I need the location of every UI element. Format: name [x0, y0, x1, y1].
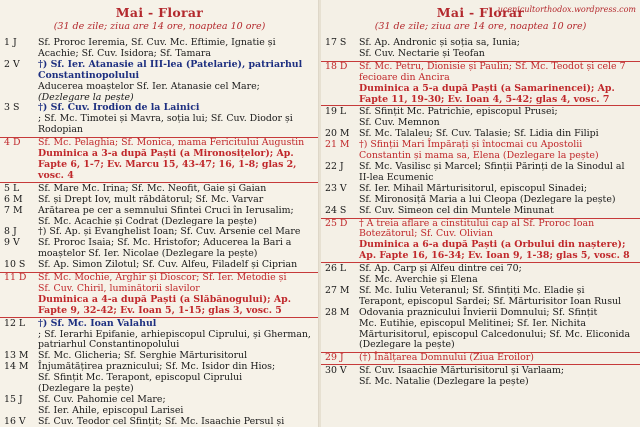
entry-text: Sf. Ap. Carp și Alfeu dintre cei 70; — [359, 263, 522, 275]
entry-text: II-lea Ecumenic — [359, 171, 434, 183]
entry-text: (Dezlegare la pește) — [359, 339, 455, 351]
entry-text: Duminica a 3-a după Paști (a Mironosițelor); Ap. Fapte 6, 1-7; Ev. Marcu 15, 43-47; 16, 1-8; glas 2, vosc. 4 — [38, 148, 297, 181]
entry-text: Sf. Proroc Ieremia, Sf. Cuv. Mc. Eftimie, Ignatie și — [38, 37, 276, 48]
day-entries — [359, 366, 637, 388]
entry-text: Sf. Cuv. Nectarie și Teofan — [359, 47, 485, 59]
day-entries — [38, 195, 316, 206]
calendar-row — [321, 206, 640, 217]
entry-text: Sf. Sfințit Mc. Patrichie, episcopul Prusei; — [359, 106, 558, 118]
entry-text: Duminica a 5-a după Paști (a Samarinencei); Ap. Fapte 11, 19-30; Ev. Ioan 4, 5-42; glas 4, vosc. 7 — [359, 82, 615, 105]
entry-text: Sf. Cuv. Pahomie cel Mare; — [38, 394, 166, 405]
day-entries — [38, 38, 316, 60]
calendar-row — [0, 137, 319, 183]
page-title: Mai - Florar — [115, 5, 204, 20]
entry-text: Sf. Proroc Isaia; Sf. Mc. Hristofor; Aducerea la Bari a — [38, 237, 292, 249]
day-label: 1 J — [4, 37, 17, 48]
day-label: 21 M — [325, 139, 350, 151]
day-label: 7 M — [4, 204, 23, 216]
calendar-row — [0, 195, 319, 206]
day-label: 29 J — [325, 352, 344, 364]
entry-text: Sf. Mc. Iuliu Veteranul; Sf. Sfințiți Mc. Eladie și — [359, 284, 585, 296]
entry-text: Sf. Cuv. Memnon — [359, 117, 440, 129]
entry-text: †) Sf. Ap. și Evanghelist Ioan; Sf. Cuv. Arsenie cel Mare — [38, 226, 301, 238]
entry-text: fecioare din Ancira — [359, 71, 450, 83]
entry-text: Sf. Mironosiță Maria a lui Cleopa (Dezlegare la pește) — [359, 193, 616, 205]
day-label: 17 S — [325, 37, 347, 48]
calendar-row — [321, 218, 640, 264]
entry-text: Sf. Ap. Simon Zilotul; Sf. Cuv. Alfeu, Filadelf și Ciprian — [38, 259, 298, 271]
day-label: 28 M — [325, 306, 350, 318]
calendar-row — [0, 206, 319, 228]
entry-text: †) Sf. Ier. Atanasie al III-lea (Patelarie), patriarhul Constantinopolului — [38, 58, 303, 81]
day-entries — [359, 308, 637, 352]
entry-text: Mărturisitorul, episcopul Calcedonului; Sf. Mc. Eliconida — [359, 328, 631, 340]
entry-text: Înjumătățirea praznicului; Sf. Mc. Isidor din Hios; — [38, 361, 276, 373]
day-label: 5 L — [4, 182, 20, 194]
entry-text: Sf. Mc. Natalie (Dezlegare la pește) — [359, 376, 529, 388]
day-entries — [359, 206, 637, 217]
entry-text: Sf. Mc. Petru, Dionisie și Paulin; Sf. Mc. Teodot și cele 7 — [359, 60, 626, 72]
day-entries — [38, 362, 316, 395]
calendar-row — [321, 61, 640, 107]
entry-text: Sf. Cuv. Simeon cel din Muntele Minunat — [359, 204, 554, 216]
day-label: 24 S — [325, 204, 347, 216]
day-entries — [38, 260, 316, 271]
entry-text: Sf. Ap. Andronic și soția sa, Iunia; — [359, 37, 520, 48]
watermark: ucenicultorthodox.wordpress.com — [497, 5, 636, 14]
entry-text: † A treia aflare a cinstitului cap al Sf. Proroc Ioan — [359, 217, 595, 229]
day-label: 16 V — [4, 415, 26, 427]
entry-text: Sf. Cuv. Chiril, luminătorii slavilor — [38, 282, 200, 294]
entry-text: Sf. Cuv. Teodor cel Sfințit; Sf. Mc. Isaachie Persul și — [38, 415, 285, 427]
entry-text: Arătarea pe cer a semnului Sfintei Cruci în Ierusalim; — [38, 204, 294, 216]
day-label: 20 M — [325, 128, 350, 140]
page-title: Mai - Florar — [436, 5, 525, 20]
day-entries — [359, 140, 637, 162]
calendar-row — [321, 308, 640, 352]
entry-text: Sf. Mc. Vasilisc și Marcel; Sfinții Părinți de la Sinodul al — [359, 160, 625, 172]
entry-text: Sf. Ier. Mihail Mărturisitorul, episcopul Sinadei; — [359, 182, 588, 194]
day-label: 26 L — [325, 263, 347, 275]
day-label: 15 J — [4, 394, 23, 405]
entry-text: Sf. Mc. Pelaghia; Sf. Monica, mama Fericitului Augustin — [38, 137, 305, 149]
entry-text: Odovania praznicului Învierii Domnului; Sf. Sfințit — [359, 306, 598, 318]
day-entries — [359, 353, 637, 364]
day-label: 4 D — [4, 137, 21, 149]
entry-text: (Dezlegare la pește) — [38, 91, 134, 103]
day-entries — [38, 319, 316, 352]
calendar-row — [0, 60, 319, 104]
day-label: 9 V — [4, 237, 20, 249]
entry-text: Sf. Cuv. Isaachie Mărturisitorul și Varlaam; — [359, 365, 565, 377]
calendar-row — [0, 417, 319, 427]
entry-text: (Dezlegare la pește) — [38, 383, 134, 395]
calendar-row — [321, 140, 640, 162]
day-label: 10 S — [4, 259, 26, 271]
entry-text: Sf. Mc. Mochie, Arghir și Dioscor; Sf. Ier. Metodie și — [38, 272, 287, 284]
day-entries — [38, 273, 316, 317]
entry-text: Terapont, episcopul Sardei; Sf. Mărturisitor Ioan Rusul — [359, 295, 622, 307]
day-entries — [359, 219, 637, 263]
entry-text: Sf. Mc. Acachie și Codrat (Dezlegare la pește) — [38, 215, 257, 227]
entry-text: Constantin și mama sa, Elena (Dezlegare la pește) — [359, 150, 599, 162]
calendar-row — [321, 107, 640, 129]
entry-text: Botezătorul; Sf. Cuv. Olivian — [359, 228, 493, 240]
day-entries — [38, 138, 316, 182]
entry-text: ; Sf. Ierarhi Epifanie, arhiepiscopul Ciprului, și Gherman, patriarhul Constantinopolului — [38, 328, 311, 351]
day-label: 6 M — [4, 193, 23, 205]
day-label: 18 D — [325, 60, 348, 72]
page-subtitle: (31 de zile; ziua are 14 ore, noaptea 10 ore) — [374, 21, 587, 32]
calendar-row — [321, 366, 640, 388]
day-label: 25 D — [325, 217, 348, 229]
entry-text: Sf. Mare Mc. Irina; Sf. Mc. Neofit, Gaie și Gaian — [38, 182, 267, 194]
day-entries — [38, 60, 316, 104]
day-entries — [359, 184, 637, 206]
day-entries — [359, 264, 637, 286]
day-entries — [38, 417, 316, 427]
entry-text: Sf. Ier. Ahile, episcopul Larisei — [38, 404, 184, 416]
day-entries — [359, 107, 637, 129]
right-page — [321, 0, 640, 427]
entry-text: (†) Înălțarea Domnului (Ziua Eroilor) — [359, 352, 534, 364]
entry-text: †) Sf. Mc. Ioan Valahul — [38, 317, 157, 329]
day-label: 12 L — [4, 317, 26, 329]
day-label: 30 V — [325, 365, 347, 377]
calendar-row — [321, 352, 640, 365]
entry-text: Sf. Sfințit Mc. Terapont, episcopul Ciprului — [38, 372, 243, 384]
entry-text: Mc. Eutihie, episcopul Melitinei; Sf. Ier. Nichita — [359, 317, 586, 329]
entry-text: Aducerea moaștelor Sf. Ier. Atanasie cel Mare; — [38, 80, 260, 92]
entry-text: Sf. Mc. Talaleu; Sf. Cuv. Talasie; Sf. Lidia din Filipi — [359, 128, 599, 140]
day-label: 14 M — [4, 361, 29, 373]
day-label: 11 D — [4, 272, 27, 284]
day-label: 27 M — [325, 284, 350, 296]
calendar-row — [321, 38, 640, 60]
entry-text: Acachie; Sf. Cuv. Isidora; Sf. Tamara — [38, 47, 212, 59]
day-label: 19 L — [325, 106, 347, 118]
entry-text: †) Sfinții Mari Împărați și întocmai cu Apostolii — [359, 139, 583, 151]
calendar-list — [0, 38, 319, 427]
entry-text: moaștelor Sf. Ier. Nicolae (Dezlegare la pește) — [38, 248, 258, 260]
calendar-row — [321, 184, 640, 206]
entry-text: Sf. Mc. Glicheria; Sf. Serghie Mărturisitorul — [38, 350, 248, 362]
day-entries — [359, 38, 637, 60]
day-label: 3 S — [4, 102, 20, 114]
day-label: 22 J — [325, 160, 344, 172]
entry-text: Sf. și Drept Iov, mult răbdătorul; Sf. Mc. Varvar — [38, 193, 264, 205]
day-entries — [359, 62, 637, 106]
calendar-row — [0, 362, 319, 395]
calendar-row — [321, 286, 640, 308]
calendar-row — [0, 319, 319, 352]
calendar-list — [321, 38, 640, 388]
day-entries — [38, 395, 316, 417]
day-entries — [38, 206, 316, 228]
page-subtitle: (31 de zile; ziua are 14 ore, noaptea 10 ore) — [53, 21, 266, 32]
entry-text: Duminica a 4-a după Paști (a Slăbănogului); Ap. Fapte 9, 32-42; Ev. Ioan 5, 1-15; glas 3, vosc. 5 — [38, 293, 291, 316]
day-entries — [38, 103, 316, 136]
calendar-row — [0, 272, 319, 318]
day-entries — [359, 162, 637, 184]
calendar-row — [0, 38, 319, 60]
calendar-row — [321, 264, 640, 286]
day-entries — [38, 238, 316, 260]
entry-text: Sf. Mc. Averchie și Elena — [359, 274, 478, 286]
calendar-row — [0, 103, 319, 136]
day-entries — [359, 286, 637, 308]
entry-text: ; Sf. Mc. Timotei și Mavra, soția lui; Sf. Cuv. Diodor și Rodopian — [38, 113, 293, 136]
calendar-row — [0, 395, 319, 417]
day-label: 13 M — [4, 350, 29, 362]
day-label: 23 V — [325, 182, 347, 194]
calendar-row — [321, 162, 640, 184]
day-label: 8 J — [4, 226, 17, 238]
calendar-row — [0, 238, 319, 260]
left-page — [0, 0, 319, 427]
calendar-row — [0, 260, 319, 271]
entry-text: Duminica a 6-a după Paști (a Orbului din naștere); Ap. Fapte 16, 16-34; Ev. Ioan 9, 1-38; glas 5, vosc. 8 — [359, 239, 630, 262]
entry-text: †) Sf. Cuv. Irodion de la Lainici — [38, 102, 200, 114]
day-label: 2 V — [4, 58, 20, 70]
